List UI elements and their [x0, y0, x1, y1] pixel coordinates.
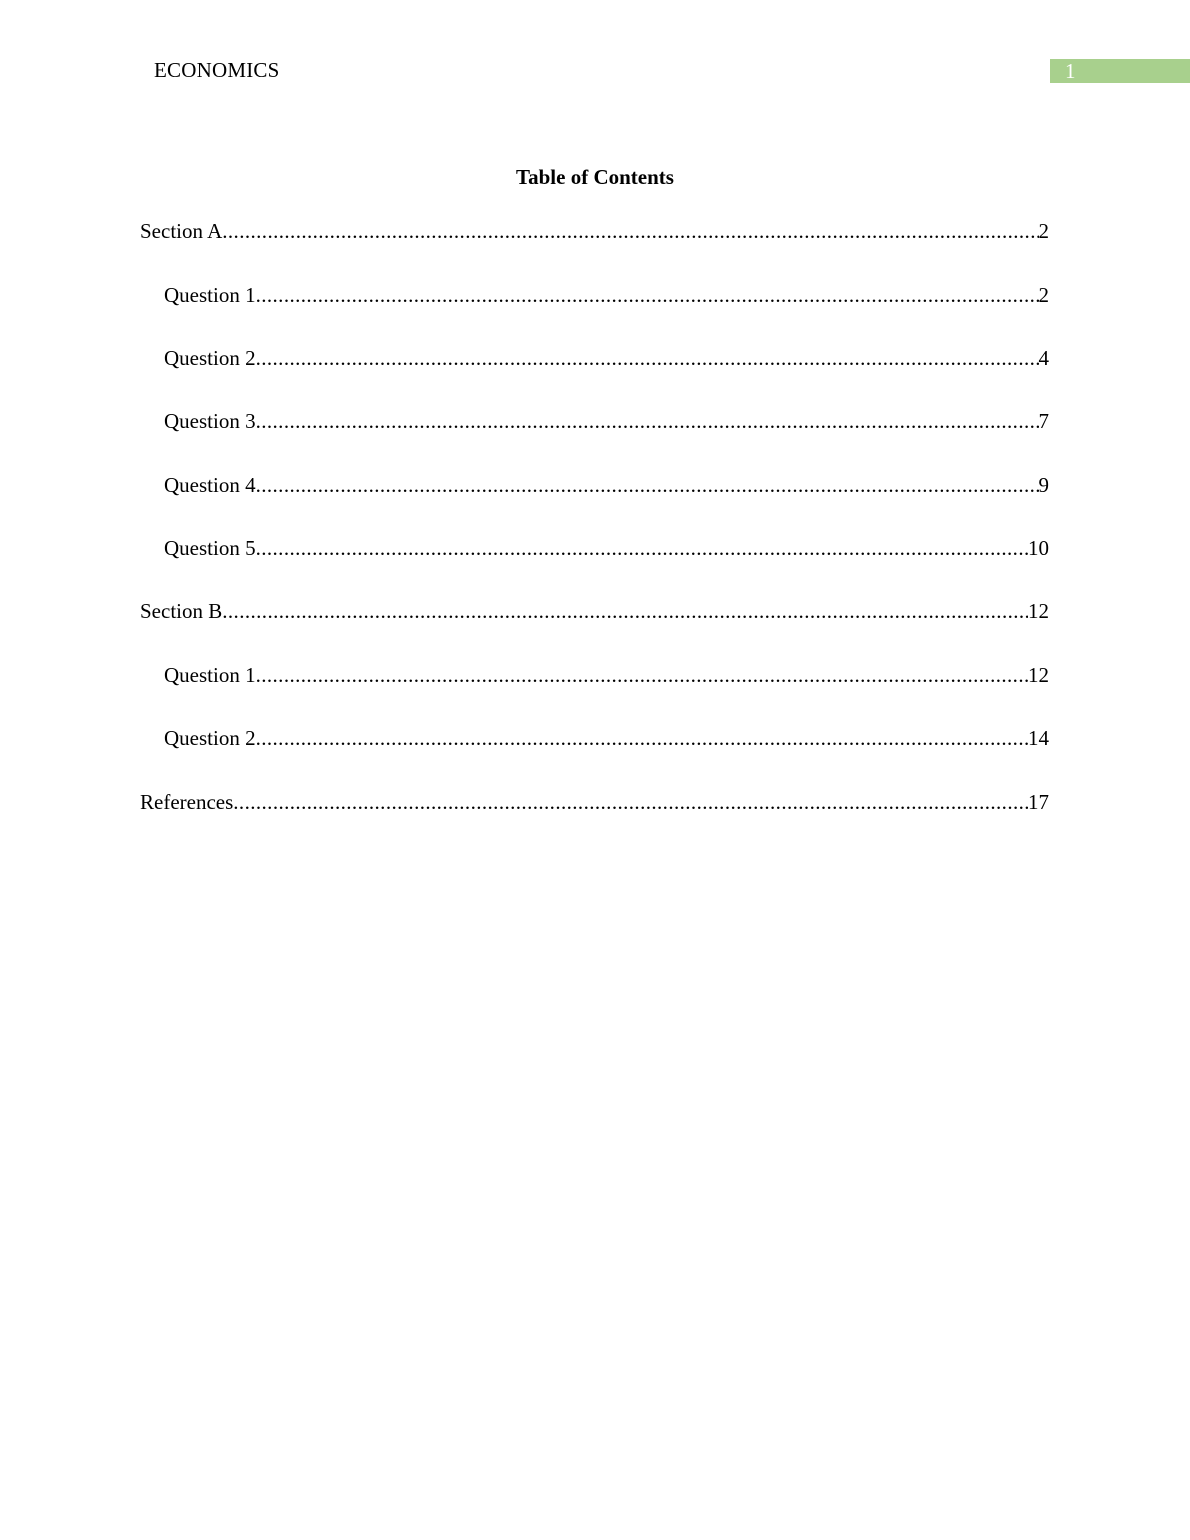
toc-entry-page: 4: [1038, 346, 1049, 370]
toc-dot-leader: [256, 534, 1028, 562]
toc-entry-page: 12: [1028, 663, 1049, 687]
toc-entry-page: 17: [1028, 790, 1049, 814]
toc-dot-leader: [256, 407, 1039, 435]
toc-entry-label: Section A: [140, 219, 223, 243]
toc-title: Table of Contents: [516, 165, 674, 189]
toc-entry-label: Question 3: [164, 409, 256, 433]
toc-entry-references[interactable]: [140, 788, 1049, 816]
toc-entry-section-a-question-2[interactable]: [164, 344, 1049, 372]
toc-dot-leader: [233, 788, 1028, 816]
toc-dot-leader: [256, 724, 1028, 752]
toc-entry-label: Question 4: [164, 473, 256, 497]
toc-dot-leader: [222, 597, 1028, 625]
toc-entry-section-a-question-5[interactable]: [164, 534, 1049, 562]
toc-entry-section-b-question-2[interactable]: [164, 724, 1049, 752]
toc-dot-leader: [256, 281, 1039, 309]
toc-entry-label: Section B: [140, 599, 223, 623]
toc-entry-section-b-question-1[interactable]: [164, 661, 1049, 689]
toc-entry-page: 12: [1028, 599, 1049, 623]
toc-entry-section-a-question-3[interactable]: [164, 407, 1049, 435]
toc-entry-section-a-question-1[interactable]: [164, 281, 1049, 309]
toc-entry-label: Question 1: [164, 283, 256, 307]
toc-entry-section-a-question-4[interactable]: [164, 471, 1049, 499]
running-header-title: ECONOMICS: [154, 58, 280, 82]
toc-entry-page: 14: [1028, 726, 1049, 750]
page-number-badge: [1050, 59, 1190, 83]
toc-dot-leader: [222, 217, 1038, 245]
toc-entry-label: Question 2: [164, 726, 256, 750]
toc-dot-leader: [256, 471, 1039, 499]
toc-entry-page: 2: [1038, 219, 1049, 243]
toc-entry-page: 10: [1028, 536, 1049, 560]
toc-entry-label: References: [140, 790, 234, 814]
toc-dot-leader: [256, 661, 1028, 689]
toc-entry-label: Question 2: [164, 346, 256, 370]
toc-entry-label: Question 5: [164, 536, 256, 560]
toc-entry-section-a[interactable]: [140, 217, 1049, 245]
toc-entry-label: Question 1: [164, 663, 256, 687]
toc-entry-page: 7: [1038, 409, 1049, 433]
toc-dot-leader: [256, 344, 1039, 372]
toc-entry-page: 2: [1038, 283, 1049, 307]
page-number: 1: [1065, 59, 1076, 83]
toc-entry-section-b[interactable]: [140, 597, 1049, 625]
toc-entry-page: 9: [1038, 473, 1049, 497]
